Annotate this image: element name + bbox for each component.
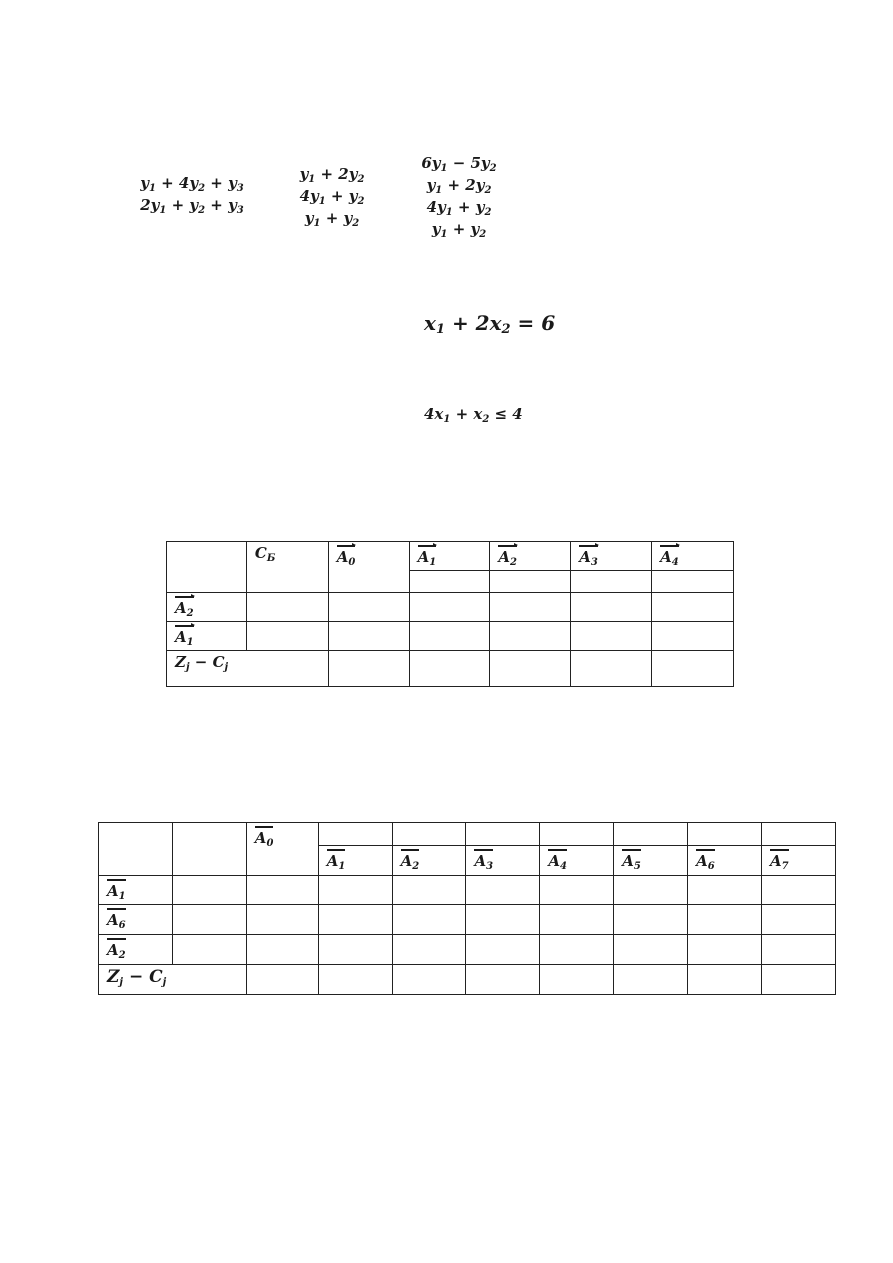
table-cell [318, 823, 392, 846]
table-cell [172, 905, 246, 935]
table-cell [652, 622, 734, 651]
table-row [99, 876, 836, 905]
table-cell [246, 905, 318, 935]
table-cell [466, 823, 540, 846]
table-cell [490, 593, 571, 622]
table-cell [540, 823, 614, 846]
table-cell [540, 905, 614, 935]
table-cell [328, 593, 409, 622]
table-cell [490, 651, 571, 687]
table-cell [246, 622, 328, 651]
header-a4: $A_4$ [652, 542, 734, 571]
footer-zj-cj: $Z_j - C_j$ [167, 651, 329, 687]
table-cell [318, 876, 392, 905]
table-cell [490, 571, 571, 593]
corner-cell [167, 542, 247, 593]
table-cell [318, 965, 392, 995]
header-a7: $A_7$ [762, 846, 836, 876]
table-cell [571, 571, 652, 593]
header-a0: $A_0$ [246, 823, 318, 876]
expression: $y_1 + 2y_2$ [299, 165, 365, 185]
table-cell [762, 905, 836, 935]
row-label-a6: $A_6$ [99, 905, 173, 935]
table-cell [409, 622, 490, 651]
table-cell [392, 935, 466, 965]
table-cell [466, 876, 540, 905]
table-cell [172, 876, 246, 905]
header-a0: $A_0$ [328, 542, 409, 593]
expression-group-3 [414, 156, 504, 244]
table-cell [614, 905, 688, 935]
table-cell [762, 823, 836, 846]
table-cell [246, 935, 318, 965]
empty-header [172, 823, 246, 876]
header-a1: $A_1$ [409, 542, 490, 571]
table-cell [318, 905, 392, 935]
table-row [167, 651, 734, 687]
table-cell [614, 823, 688, 846]
table-cell [409, 651, 490, 687]
table-cell [490, 622, 571, 651]
table-cell [246, 876, 318, 905]
header-a5: $A_5$ [614, 846, 688, 876]
table-cell [328, 651, 409, 687]
simplex-table-1 [166, 541, 734, 687]
table-row [99, 935, 836, 965]
table-cell [328, 622, 409, 651]
table-cell [688, 965, 762, 995]
table-cell [392, 876, 466, 905]
table-cell [688, 876, 762, 905]
table-cell [762, 965, 836, 995]
table-cell [652, 571, 734, 593]
table-cell [762, 935, 836, 965]
table-cell [392, 905, 466, 935]
corner-cell [99, 823, 173, 876]
simplex-table-2 [98, 822, 836, 995]
table-cell [571, 651, 652, 687]
header-a4: $A_4$ [540, 846, 614, 876]
expression-group-1 [136, 176, 248, 220]
header-a3: $A_3$ [571, 542, 652, 571]
table-cell [409, 593, 490, 622]
table-cell [540, 935, 614, 965]
footer-zj-cj: $Z_j - C_j$ [99, 965, 247, 995]
inequality: $4x_1 + x_2 \le 4$ [424, 405, 523, 425]
table-row [167, 593, 734, 622]
table-cell [172, 935, 246, 965]
table-cell [392, 965, 466, 995]
table-cell [762, 876, 836, 905]
table-cell [614, 965, 688, 995]
header-a2: $A_2$ [392, 846, 466, 876]
table-cell [688, 823, 762, 846]
table-cell [246, 593, 328, 622]
table-cell [614, 935, 688, 965]
table-cell [466, 965, 540, 995]
table-cell [688, 935, 762, 965]
header-a3: $A_3$ [466, 846, 540, 876]
expression: $y_1 + 4y_2 + y_3$ [140, 174, 244, 194]
table-cell [540, 965, 614, 995]
row-label-a1: $A_1$ [99, 876, 173, 905]
expression: $y_1 + 2y_2$ [426, 176, 492, 196]
equation: $x_1 + 2x_2 = 6$ [424, 311, 556, 337]
expression-group-2 [292, 167, 372, 233]
header-cb: $C_Б$ [246, 542, 328, 593]
table-cell [688, 905, 762, 935]
table-cell [571, 593, 652, 622]
expression: $y_1 + y_2$ [304, 209, 360, 229]
row-label-a2: $A_2$ [167, 593, 247, 622]
header-a6: $A_6$ [688, 846, 762, 876]
table-cell [246, 965, 318, 995]
table-row [99, 965, 836, 995]
table-cell [409, 571, 490, 593]
table-row [99, 905, 836, 935]
table-cell [540, 876, 614, 905]
table-row [167, 622, 734, 651]
row-label-a2: $A_2$ [99, 935, 173, 965]
table-cell [571, 622, 652, 651]
table-cell [392, 823, 466, 846]
expression: $y_1 + y_2$ [431, 220, 487, 240]
table-cell [318, 935, 392, 965]
table-cell [652, 593, 734, 622]
header-a1: $A_1$ [318, 846, 392, 876]
table-cell [466, 905, 540, 935]
expression: $2y_1 + y_2 + y_3$ [140, 196, 244, 216]
expression: $4y_1 + y_2$ [426, 198, 492, 218]
header-a2: $A_2$ [490, 542, 571, 571]
row-label-a1: $A_1$ [167, 622, 247, 651]
table-cell [614, 876, 688, 905]
table-cell [466, 935, 540, 965]
table-cell [652, 651, 734, 687]
expression: $4y_1 + y_2$ [299, 187, 365, 207]
expression: $6y_1 - 5y_2$ [421, 154, 497, 174]
